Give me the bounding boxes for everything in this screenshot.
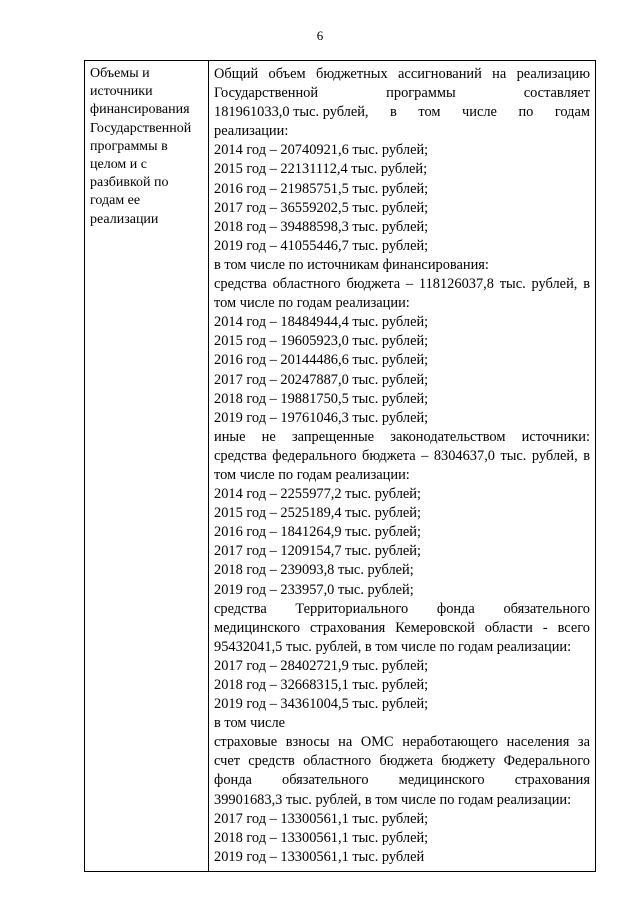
- intro-word: составляет: [523, 85, 590, 102]
- federal-year-item: 2014 год – 2255977,2 тыс. рублей;: [214, 486, 421, 503]
- content-cell: [209, 61, 596, 872]
- intro-word: в: [390, 104, 397, 121]
- territorial-word: обязательного: [503, 600, 590, 617]
- left-label-line: финансирования: [90, 102, 190, 118]
- oms-year-item: 2017 год – 13300561,1 тыс. рублей;: [214, 810, 429, 827]
- territorial-line: медицинского страхования Кемеровской области - всего: [214, 619, 590, 636]
- federal-word: не: [261, 428, 276, 445]
- regional-year-item: 2018 год – 19881750,5 тыс. рублей;: [214, 390, 429, 407]
- intro-line: реализации:: [214, 123, 289, 140]
- financing-table: [84, 60, 596, 872]
- federal-word: источники:: [521, 428, 590, 445]
- federal-year-item: 2015 год – 2525189,4 тыс. рублей;: [214, 505, 421, 522]
- oms-word: медицинского: [398, 772, 485, 789]
- territorial-word: средства: [214, 600, 267, 617]
- territorial-word: Территориального: [295, 600, 409, 617]
- total-year-item: 2014 год – 20740921,6 тыс. рублей;: [214, 142, 429, 159]
- intro-line: [214, 103, 590, 122]
- federal-year-item: 2017 год – 1209154,7 тыс. рублей;: [214, 543, 421, 560]
- regional-line: том числе по годам реализации:: [214, 295, 410, 312]
- left-label-line: программы в: [90, 138, 168, 154]
- oms-word: страхования: [514, 772, 590, 789]
- table-row: [85, 61, 596, 872]
- federal-year-item: 2016 год – 1841264,9 тыс. рублей;: [214, 524, 421, 541]
- oms-year-item: 2018 год – 13300561,1 тыс. рублей;: [214, 829, 429, 846]
- total-year-item: 2018 год – 39488598,3 тыс. рублей;: [214, 218, 429, 235]
- regional-year-item: 2019 год – 19761046,3 тыс. рублей;: [214, 409, 429, 426]
- intro-word: Государственной: [214, 85, 319, 102]
- federal-word: законодательством: [390, 428, 506, 445]
- left-label-cell: [85, 61, 209, 872]
- intro-line: [214, 84, 590, 103]
- oms-word: фонда: [214, 772, 252, 789]
- territorial-line: [214, 600, 590, 619]
- regional-year-item: 2015 год – 19605923,0 тыс. рублей;: [214, 333, 429, 350]
- federal-line: средства федерального бюджета – 8304637,0 тыс. рублей, в: [214, 447, 590, 464]
- intro-word: 181961033,0 тыс. рублей,: [214, 104, 369, 121]
- left-label-line: реализации: [90, 211, 159, 227]
- total-year-item: 2017 год – 36559202,5 тыс. рублей;: [214, 199, 429, 216]
- territorial-line: 95432041,5 тыс. рублей, в том числе по годам реализации:: [214, 638, 572, 655]
- federal-year-item: 2018 год – 239093,8 тыс. рублей;: [214, 562, 414, 579]
- including-label: в том числе: [214, 715, 286, 732]
- territorial-word: фонда: [436, 600, 475, 617]
- oms-word: обязательного: [282, 772, 369, 789]
- regional-line: средства областного бюджета – 118126037,8 тыс. рублей, в: [214, 276, 590, 293]
- territorial-year-item: 2018 год – 32668315,1 тыс. рублей;: [214, 677, 429, 693]
- oms-line: страховые взносы на ОМС неработающего населения за: [214, 734, 590, 751]
- regional-year-item: 2016 год – 20144486,6 тыс. рублей;: [214, 352, 429, 369]
- total-year-item: 2019 год – 41055446,7 тыс. рублей;: [214, 237, 429, 254]
- regional-year-item: 2017 год – 20247887,0 тыс. рублей;: [214, 371, 429, 388]
- sources-heading: в том числе по источникам финансирования:: [214, 256, 489, 273]
- federal-line: том числе по годам реализации:: [214, 466, 410, 483]
- federal-word: иные: [214, 428, 246, 445]
- regional-year-item: 2014 год – 18484944,4 тыс. рублей;: [214, 314, 429, 331]
- left-label-line: Объемы и: [90, 66, 150, 81]
- intro-word: по: [518, 104, 534, 121]
- federal-word: запрещенные: [291, 428, 375, 445]
- left-label-line: Государственной: [90, 120, 192, 136]
- intro-line: Общий объем бюджетных ассигнований на реализацию: [214, 66, 590, 82]
- left-label-line: целом и с: [90, 157, 147, 173]
- oms-line: счет средств областного бюджета бюджету Федерального: [214, 753, 590, 770]
- left-label-line: разбивкой по: [90, 175, 169, 191]
- page-number: 6: [316, 28, 324, 43]
- territorial-year-item: 2019 год – 34361004,5 тыс. рублей;: [214, 696, 429, 713]
- oms-line: [214, 771, 590, 790]
- oms-line: 39901683,3 тыс. рублей, в том числе по годам реализации:: [214, 791, 572, 808]
- federal-year-item: 2019 год – 233957,0 тыс. рублей;: [214, 581, 414, 598]
- total-year-item: 2016 год – 21985751,5 тыс. рублей;: [214, 180, 429, 197]
- federal-line: [214, 428, 590, 447]
- intro-word: годам: [554, 104, 590, 121]
- intro-word: числе: [462, 104, 497, 121]
- total-year-item: 2015 год – 22131112,4 тыс. рублей;: [214, 161, 428, 178]
- territorial-year-item: 2017 год – 28402721,9 тыс. рублей;: [214, 657, 429, 674]
- intro-word: программы: [386, 85, 456, 102]
- intro-word: том: [418, 104, 441, 121]
- left-label-line: годам ее: [90, 193, 141, 209]
- left-label-line: источники: [90, 84, 153, 100]
- oms-year-item: 2019 год – 13300561,1 тыс. рублей: [214, 848, 425, 865]
